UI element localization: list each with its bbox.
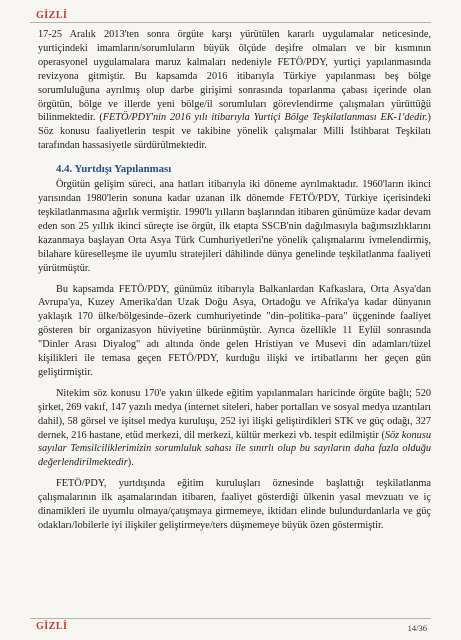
para4-italic-note: Söz konusu sayılar Temsilciliklerimizin sorumluluk sahası ile sınırlı olup bu sayıların daha fazla olduğu değerlendirilmektedir [38, 429, 431, 469]
para4-text-a: Nitekim söz konusu 170'e yakın ülkede eğitim yapılanmaları haricinde örgüte bağlı; 520 şirket, 269 vakıf, 147 yazılı medya (internet siteleri, haber portalları ve sosyal medya uzantıları dahil), 58 görsel ve işitsel medya kuruluşu, 252 iyi ilişki geliştirdikleri STK ve güç odağı, 327 dernek, 216 hastane, etüd merkezi, dil merkezi, kültür merkezi vb. tespit edilmiştir ( [38, 387, 431, 441]
header-divider [30, 22, 431, 23]
paragraph-global-presence: Bu kapsamda FETÖ/PDY, günümüz itibarıyla Balkanlardan Kafkaslara, Orta Asya'dan Avrupa'ya, Kuzey Amerika'dan Uzak Doğu Asya, Ortadoğu ve Afrika'ya kadar dünyanın yaklaşık 170 ülke/bölgesinde–özerk cumhuriyetinde "din–politika–para" üçgeninde faaliyet gösteren bir organizasyon hüviyetine bürünmüştür. Ayrıca özellikle 11 Eylül sonrasında "Dinler Arası Diyalog" adı altında önde gelen Hristiyan ve Musevi din adamları/tüzel kişilikleri ile temasa geçen FETÖ/PDY, kurduğu ilişki ve irtibatlarını her geçen gün geliştirmiştir. [38, 283, 431, 378]
classification-header: GİZLİ [36, 10, 68, 21]
paragraph-development-process: Örgütün gelişim süreci, ana hatları itibarıyla iki döneme ayrılmaktadır. 1960'ların ikinci yarısından 1980'lerin sonuna kadar uzanan ilk dönemde FETÖ/PDY, Türkiye içerisindeki teşkilatlanmasına ağırlık vermiştir. 1990'lı yılların başlarından itibaren günümüze kadar devam eden son 25 yıllık ikinci süreçte ise örgüt, ilk etapta SSCB'nin dağılmasıyla bağımsızlıklarını kazanmaya başlayan Orta Asya Türk Cumhuriyetleri'ne yönelik çalışmalarını ivmelendirmiş, bilahare küreselleşme ile uyumlu stratejileri dâhilinde dünya genelinde teşkilatlanma faaliyeti yürütmüştür. [38, 179, 431, 274]
para1-text-a: 17-25 Aralık 2013'ten sonra örgüte karşı yürütülen kararlı uygulamalar neticesinde, yurtiçindeki imamların/sorumluların büyük ölçüde deşifre olmaları ve bir kısmının operasyonel uygulamalara maruz kalmaları nedeniyle FETÖ/PDY, yurtiçi yapılanmasında revizyona gitmiştir. Bu kapsamda 2016 itibarıyla Türkiye yapılanması beş bölge sorumluluğuna ayrılmış olup darbe girişimi sonrasında toparlanma çabası içerinde olan örgütün, bölge ve illerde yeni bölge/il sorumluları görevlendirme çalışmaları yürüttüğü bilinmektedir. ( [38, 29, 431, 124]
para4-text-b: ). [127, 457, 134, 469]
classification-footer: GİZLİ [36, 621, 68, 632]
footer-divider [30, 618, 431, 619]
paragraph-organization-counts [38, 387, 431, 470]
document-body [38, 28, 431, 533]
para1-text-b: ) Söz konusu faaliyetlerin tespit ve takibine yönelik çalışmalar Milli İstihbarat Teşkilatı tarafından hassasiyetle sürdürülmektedir. [38, 112, 431, 152]
section-heading: 4.4. Yurtdışı Yapılanması [56, 163, 172, 176]
para1-italic-note: FETÖ/PDY'nin 2016 yılı itibarıyla Yurtiçi Bölge Teşkilatlanması EK-1'dedir. [102, 112, 428, 124]
paragraph-education-institutions: FETÖ/PDY, yurtdışında eğitim kuruluşları öznesinde başlattığı teşkilatlanma çalışmalarının ilk aşamalarından itibaren, faaliyet gösterdiği ülkenin yasal mevzuatı ve iç dinamikleri ile uyumlu olmaya/çatışmaya girmemeye, iktidarı elinde bulundurdanlarla ve güç odakları/lobilerle iyi ilişkiler geliştirmeye/ters düşmemeye büyük özen göstermiştir. [38, 478, 431, 531]
page-number: 14/36 [407, 623, 427, 633]
paragraph-domestic-restructuring [38, 28, 431, 153]
